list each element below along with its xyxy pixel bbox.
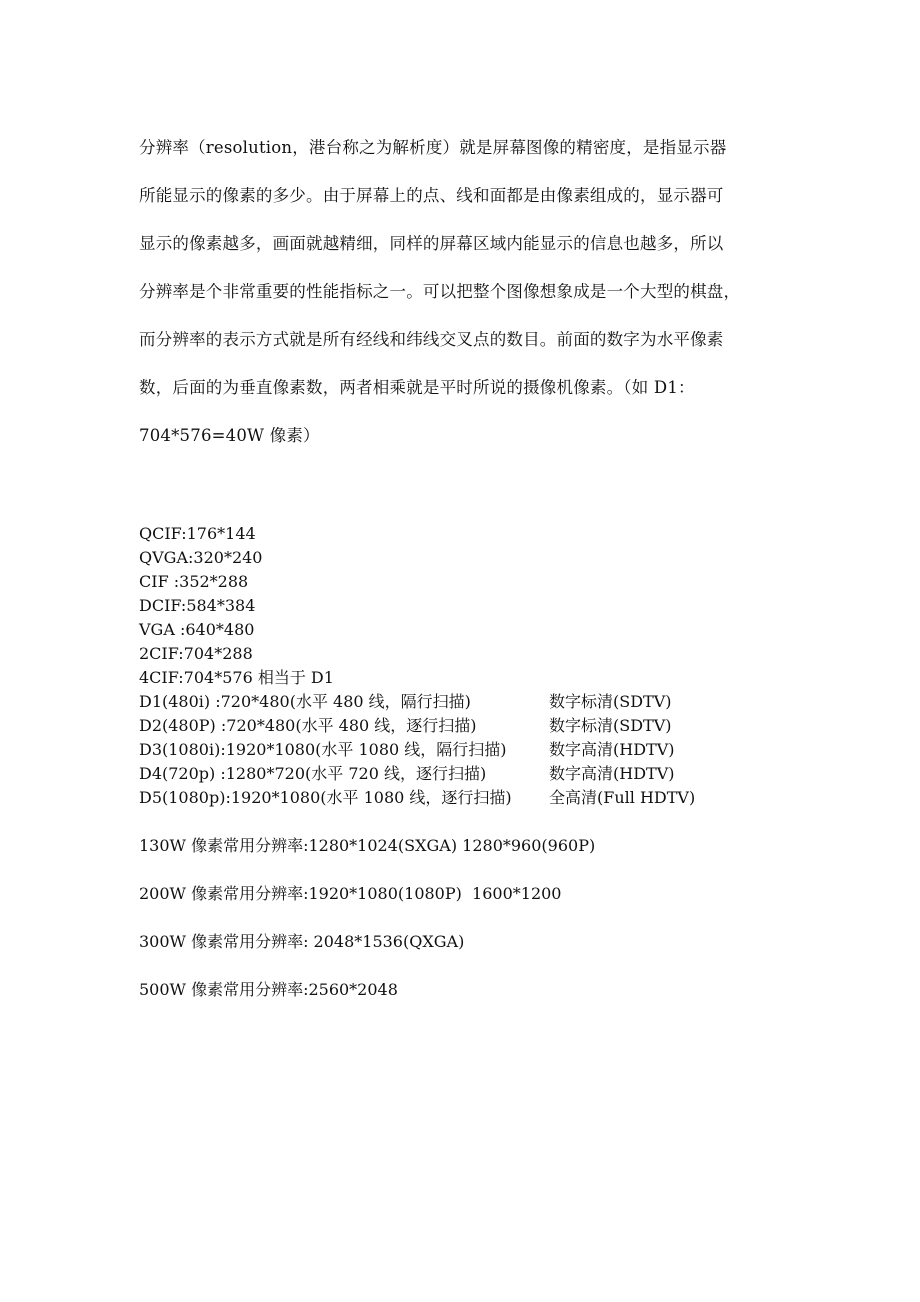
- list-item: [139, 570, 789, 594]
- format-class: 数字高清(HDTV): [549, 740, 675, 759]
- list-item: [139, 690, 789, 714]
- format-spec: D3(1080i):1920*1080(水平 1080 线，隔行扫描): [139, 740, 507, 759]
- megapixel-resolution-line: 130W 像素常用分辨率:1280*1024(SXGA) 1280*960(960P): [139, 836, 596, 855]
- list-item: [139, 762, 789, 786]
- format-class: 数字高清(HDTV): [549, 764, 675, 783]
- intro-line: 分辨率（resolution，港台称之为解析度）就是屏幕图像的精密度，是指显示器: [139, 138, 727, 157]
- intro-paragraph: [139, 112, 789, 472]
- intro-line: 分辨率是个非常重要的性能指标之一。可以把整个图像想象成是一个大型的棋盘，: [139, 282, 741, 301]
- intro-line: 704*576=40W 像素）: [139, 426, 320, 445]
- format-spec: 4CIF:704*576 相当于 D1: [139, 668, 334, 687]
- list-item: [139, 786, 789, 810]
- format-spec: QCIF:176*144: [139, 524, 256, 543]
- megapixel-resolution-line: 200W 像素常用分辨率:1920*1080(1080P) 1600*1200: [139, 884, 562, 903]
- format-spec: D1(480i) :720*480(水平 480 线，隔行扫描): [139, 692, 471, 711]
- format-spec: QVGA:320*240: [139, 548, 263, 567]
- format-spec: D5(1080p):1920*1080(水平 1080 线，逐行扫描): [139, 788, 512, 807]
- intro-line: 所能显示的像素的多少。由于屏幕上的点、线和面都是由像素组成的，显示器可: [139, 186, 724, 205]
- format-class: 数字标清(SDTV): [549, 692, 672, 711]
- list-item: [139, 666, 789, 690]
- format-spec: 2CIF:704*288: [139, 644, 253, 663]
- intro-line: 而分辨率的表示方式就是所有经线和纬线交叉点的数目。前面的数字为水平像素: [139, 330, 724, 349]
- format-class: 数字标清(SDTV): [549, 716, 672, 735]
- format-class: 全高清(Full HDTV): [549, 788, 696, 807]
- format-spec: DCIF:584*384: [139, 596, 256, 615]
- megapixel-resolution-line: 500W 像素常用分辨率:2560*2048: [139, 980, 398, 999]
- list-item: [139, 594, 789, 618]
- intro-line: 数，后面的为垂直像素数，两者相乘就是平时所说的摄像机像素。（如 D1：: [139, 378, 695, 397]
- list-item: [139, 642, 789, 666]
- list-item: [139, 738, 789, 762]
- list-item: [139, 546, 789, 570]
- format-spec: D2(480P) :720*480(水平 480 线，逐行扫描): [139, 716, 477, 735]
- format-spec: CIF :352*288: [139, 572, 249, 591]
- megapixel-resolution-line: 300W 像素常用分辨率: 2048*1536(QXGA): [139, 932, 465, 951]
- intro-line: 显示的像素越多，画面就越精细，同样的屏幕区域内能显示的信息也越多，所以: [139, 234, 724, 253]
- format-spec: VGA :640*480: [139, 620, 255, 639]
- list-item: [139, 714, 789, 738]
- format-spec: D4(720p) :1280*720(水平 720 线，逐行扫描): [139, 764, 487, 783]
- list-item: [139, 522, 789, 546]
- document-page: [139, 112, 789, 1002]
- format-list: [139, 522, 789, 810]
- list-item: [139, 618, 789, 642]
